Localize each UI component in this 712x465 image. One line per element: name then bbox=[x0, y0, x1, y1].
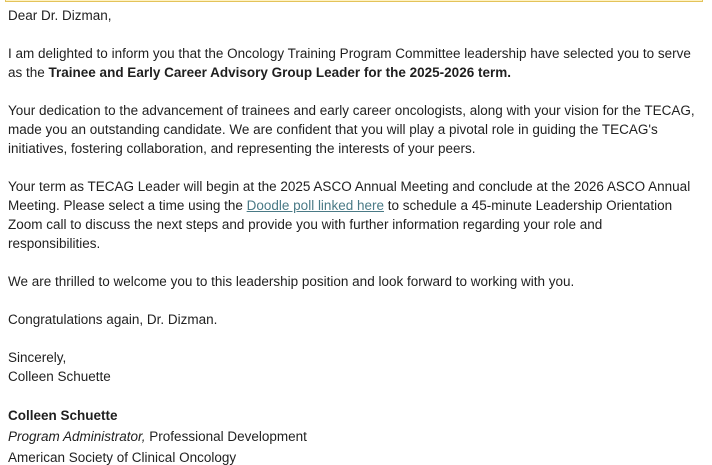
paragraph-welcome: We are thrilled to welcome you to this leadership position and look forward to working with you. bbox=[8, 274, 575, 289]
closing bbox=[8, 348, 698, 386]
selection-role: Trainee and Early Career Advisory Group Leader for the 2025-2026 term. bbox=[48, 65, 511, 80]
paragraph-dedication: Your dedication to the advancement of trainees and early career oncologists, along with your vision for the TECAG, made you an outstanding candidate. We are confident that you will play a pivotal role in guiding the TECAG's initiatives, fostering collaboration, and representing the interests of your peers. bbox=[8, 103, 695, 156]
signature-name: Colleen Schuette bbox=[8, 408, 118, 423]
selection-text: I am delighted to inform you that the Oncology Training Program Committee leadership have selected you to serve as the bbox=[8, 46, 691, 80]
email-body bbox=[8, 6, 698, 465]
signature-role: Program Administrator, bbox=[8, 429, 146, 444]
closing-word: Sincerely, bbox=[8, 350, 67, 365]
paragraph-term bbox=[8, 177, 698, 253]
email-signature bbox=[8, 405, 698, 465]
term-text-before: Your term as TECAG Leader will begin at the 2025 ASCO Annual Meeting and conclude at the 2026 ASCO Annual Meeting. Please select a time using the bbox=[8, 179, 691, 213]
greeting: Dear Dr. Dizman, bbox=[8, 8, 112, 23]
paragraph-congratulations: Congratulations again, Dr. Dizman. bbox=[8, 312, 218, 327]
doodle-poll-link[interactable]: Doodle poll linked here bbox=[246, 198, 384, 213]
signature-title bbox=[8, 426, 698, 447]
closing-name: Colleen Schuette bbox=[8, 369, 111, 384]
paragraph-selection bbox=[8, 44, 698, 82]
term-text-after: to schedule a 45-minute Leadership Orientation Zoom call to discuss the next steps and provide you with further information regarding your role and responsibilities. bbox=[8, 198, 673, 251]
signature-organization: American Society of Clinical Oncology bbox=[8, 450, 237, 465]
top-banner bbox=[5, 0, 703, 2]
signature-department: Professional Development bbox=[145, 429, 307, 444]
